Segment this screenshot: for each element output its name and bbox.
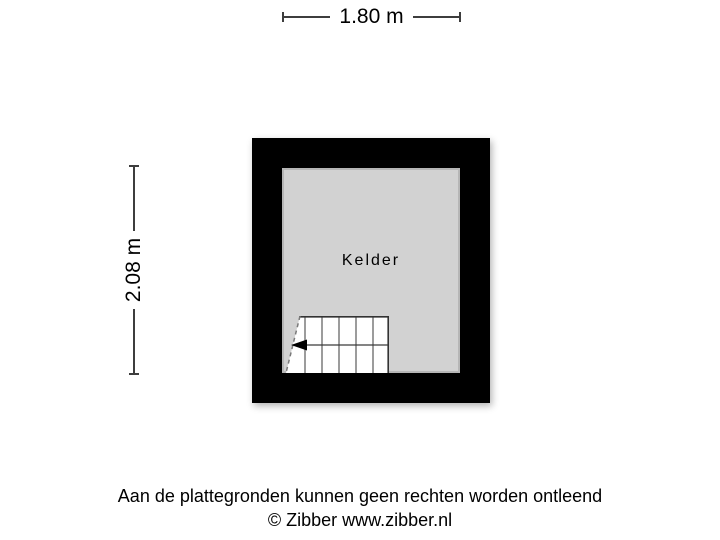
floorplan-walls — [252, 138, 490, 403]
dimension-tick-right — [459, 12, 461, 22]
dimension-tick-bottom — [129, 373, 139, 375]
dimension-height-line-bottom — [133, 309, 135, 373]
staircase — [282, 316, 389, 373]
dimension-width-line-left — [284, 16, 330, 18]
copyright-text: © Zibber www.zibber.nl — [267, 510, 453, 530]
dimension-width — [282, 6, 461, 28]
room-kelder — [282, 168, 460, 373]
room-label: Kelder — [341, 252, 401, 269]
dimension-width-line-right — [413, 16, 459, 18]
disclaimer-text: Aan de plattegronden kunnen geen rechten worden ontleend — [117, 486, 603, 506]
footer — [0, 484, 720, 532]
dimension-height-line-top — [133, 167, 135, 231]
dimension-width-label: 1.80 m — [339, 5, 404, 28]
dimension-height-label-wrap — [122, 231, 146, 309]
dimension-height-label: 2.08 m — [122, 237, 146, 303]
dimension-height — [122, 165, 146, 375]
